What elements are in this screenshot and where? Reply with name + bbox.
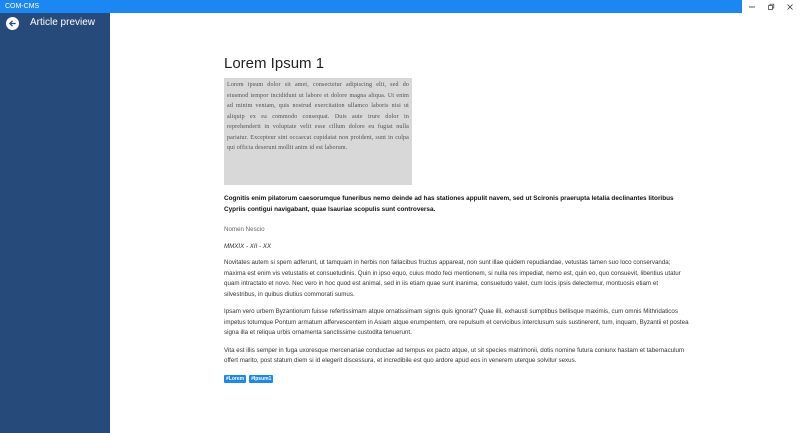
article-paragraph: Vita est illis semper in fuga uxoresque mercenariae conductae ad tempus ex pacto atque, ut sit species matrimonii, dotis nomine futura coniunx hastam et tabernaculum offert marito, post statum diem si id elegerit discessura, et incredibile est quo ardore apud eos in venerem uterque solvitur sexus. [224, 346, 685, 364]
article-paragraph: Ipsam vero urbem Byzantiorum fuisse refertissimam atque ornatissimam signis quis ignorat? Quae illi, exhausti sumptibus bellisque maximis, cum omnis Mithridaticos impetus totumque Pontum armatum affervescentem in Asiam atque erumpentem, ore repulsum et cervicibus interclusum suis sustinerent, tum, inquam, Byzantii et postea signa illa et reliqua urbis ornamenta sanctissime custodita tenuerunt. [224, 308, 689, 336]
minimize-icon[interactable] [742, 0, 761, 13]
back-arrow-icon[interactable] [6, 17, 19, 30]
article-date: MMXIX - XII - XX [224, 243, 272, 250]
close-icon[interactable] [780, 0, 799, 13]
article-preview [224, 55, 689, 383]
tag-badge[interactable]: #Lorem [226, 375, 245, 382]
restore-icon[interactable] [761, 0, 780, 13]
article-author: Nomen Nescio [224, 226, 265, 233]
page-title: Article preview [30, 17, 96, 28]
article-paragraph: Novitates autem si spem adferunt, ut tamquam in herbis non fallacibus fructus appareat, non sunt illae quidem repudiandae, vetustas tamen suo loco conservanda; maxima est enim vis vetustatis et consuetudinis. Quin in ipso equo, cuius modo feci mentionem, si nulla res impediat, nemo est, quin eo, quo consuevit, libentius utatur quam intractato et novo. Nec vero in hoc quod est animal, sed in iis etiam quae sunt inanima, consuetudo valet, cum locis ipsis delectemur, montuosis etiam et silvestribus, in quibus diutius commorati sumus. [224, 259, 681, 298]
title-bar [0, 0, 800, 13]
tag-badge[interactable]: #Ipsum1 [251, 375, 272, 382]
article-image: Lorem ipsum dolor sit amet, consectetur adipiscing elit, sed do eiusmod tempor incididunt ut labore et dolore magna aliqua. Ut enim ad minim veniam, quis nostrud exercitation ullamco laboris nisi ut aliquip ex ea commodo consequat. Duis aute irure dolor in reprehenderit in voluptate velit esse cillum dolore eu fugiat nulla pariatur. Excepteur sint occaecat cupidatat non proident, sunt in culpa qui officia deserunt mollit anim id est laborum. [224, 78, 412, 185]
article-lead: Cognitis enim pilatorum caesorumque funeribus nemo deinde ad has stationes appulit navem, sed ut Scironis praerupta letalia declinantes litoribus Cypriis contigui navigabant, quae Isauriae scopulis sunt controversa. [224, 195, 674, 213]
sidebar [0, 13, 110, 433]
article-title: Lorem Ipsum 1 [224, 55, 325, 72]
app-title: COM-CMS [5, 3, 40, 10]
window-controls [742, 0, 800, 13]
tag-list [224, 375, 689, 383]
